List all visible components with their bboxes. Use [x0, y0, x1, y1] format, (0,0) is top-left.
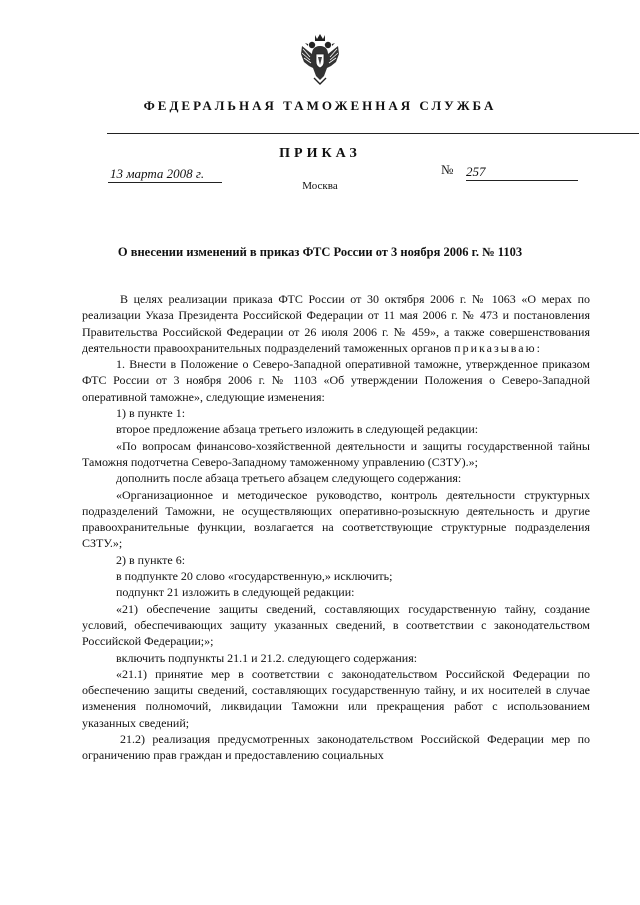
- paragraph: включить подпункты 21.1 и 21.2. следующего содержания:: [116, 650, 418, 665]
- order-number-label: №: [441, 162, 454, 177]
- document-body: [82, 291, 590, 764]
- order-city: Москва: [302, 180, 338, 192]
- paragraph: 1. Внести в Положение о Северо-Западной оперативной таможне, утвержденное приказом ФТС России от 3 ноября 2006 г. № 1103 «Об утверждении Положения о Северо-Западной оперативной таможне», следующие изменения:: [82, 357, 590, 404]
- header-divider: [107, 133, 639, 134]
- order-date: 13 марта 2008 г.: [108, 166, 222, 183]
- paragraph: 21.2) реализация предусмотренных законодательством Российской Федерации мер по ограничению прав граждан и предоставлению социальных: [82, 732, 590, 763]
- preamble-text: В целях реализации приказа ФТС России от 30 октября 2006 г. № 1063 «О мерах по реализации Указа Президента Российской Федерации от 11 мая 2006 г. № 473 и постановления Правительства Российской Федерации от 26 июля 2006 г. № 459», а также совершенствования деятельности правоохранительных подразделений таможенных органов: [82, 292, 590, 355]
- paragraph: «Организационное и методическое руководство, контроль деятельности структурных подразделений Таможни, не осуществляющих оперативно-розыскную деятельность и другие правоохранительные функции, возлагается на соответствующие структурные подразделения СЗТУ.»;: [82, 487, 590, 551]
- order-keyword: приказываю:: [454, 340, 542, 355]
- paragraph: второе предложение абзаца третьего изложить в следующей редакции:: [116, 422, 479, 437]
- coat-of-arms-emblem-icon: [298, 32, 342, 86]
- paragraph: подпункт 21 изложить в следующей редакции:: [116, 585, 355, 600]
- paragraph: «21) обеспечение защиты сведений, составляющих государственную тайну, создание условий, обеспечивающих защиту указанных сведений, в соответствии с законодательством Российской Федерации;»;: [82, 601, 590, 649]
- order-title: ПРИКАЗ: [279, 146, 361, 161]
- agency-name: ФЕДЕРАЛЬНАЯ ТАМОЖЕННАЯ СЛУЖБА: [143, 98, 497, 113]
- paragraph: «21.1) принятие мер в соответствии с законодательством Российской Федерации по обеспечению защиты сведений, составляющих государственную тайну, и их носителей в случае изменения полномочий, ликвидации Таможни или прекращения работ с использованием указанных сведений;: [82, 666, 590, 730]
- paragraph: «По вопросам финансово-хозяйственной деятельности и защиты государственной тайны Таможня подотчетна Северо-Западному таможенному управлению (СЗТУ).»;: [82, 438, 590, 469]
- paragraph: дополнить после абзаца третьего абзацем следующего содержания:: [116, 471, 462, 486]
- paragraph-preamble: [82, 291, 590, 356]
- paragraph: 2) в пункте 6:: [116, 552, 186, 567]
- document-heading: О внесении изменений в приказ ФТС России от 3 ноября 2006 г. № 1103: [117, 245, 523, 259]
- order-number: 257: [466, 164, 578, 181]
- paragraph: 1) в пункте 1:: [116, 406, 186, 421]
- paragraph: в подпункте 20 слово «государственную,» исключить;: [116, 569, 393, 584]
